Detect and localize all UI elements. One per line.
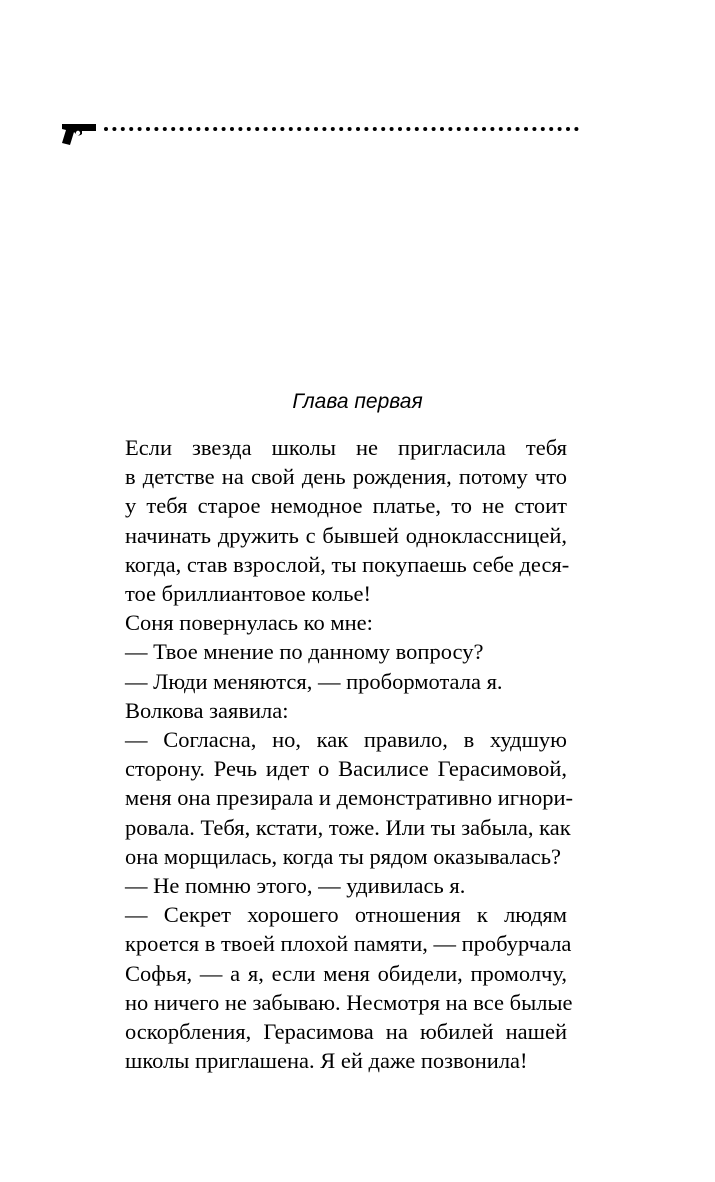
text-line: — Согласна, но, как правило, в худшую (125, 727, 567, 753)
chapter-ornament (60, 118, 580, 148)
body-text (89, 433, 574, 1075)
text-line: она морщилась, когда ты рядом оказывалась? (125, 843, 562, 869)
paragraph (89, 608, 567, 637)
paragraph (89, 696, 567, 725)
text-line: сторону. Речь идет о Василисе Герасимовой, (125, 756, 567, 782)
text-line: кроется в твоей плохой памяти, — пробурчала (125, 931, 572, 957)
text-line: тое бриллиантовое колье! (125, 581, 372, 607)
text-line: школы приглашена. Я ей даже позвонила! (125, 1048, 528, 1074)
paragraph (89, 871, 567, 900)
text-line: — Люди меняются, — пробормотала я. (125, 668, 503, 694)
text-line: меня она презирала и демонстративно игнори- (125, 785, 574, 811)
text-line: Соня повернулась ко мне: (125, 610, 373, 636)
dotted-rule (104, 126, 582, 132)
paragraph (89, 433, 570, 608)
paragraph (89, 667, 567, 696)
text-line: Волкова заявила: (125, 697, 289, 723)
text-line: в детстве на свой день рождения, потому что (125, 464, 567, 490)
text-line: — Секрет хорошего отношения к людям (125, 902, 567, 928)
text-line: ровала. Тебя, кстати, тоже. Или ты забыла, как (125, 814, 571, 840)
paragraph (89, 900, 573, 1075)
chapter-title: Глава первая (292, 390, 423, 413)
text-line: когда, став взрослой, ты покупаешь себе деся- (125, 551, 570, 577)
paragraph (89, 637, 567, 666)
text-line: у тебя старое немодное платье, то не стоит (125, 493, 567, 519)
text-line: Если звезда школы не пригласила тебя (125, 435, 567, 460)
text-line: оскорбления, Герасимова на юбилей нашей (125, 1019, 567, 1045)
text-line: — Не помню этого, — удивилась я. (125, 873, 466, 899)
revolver-icon (60, 118, 98, 148)
paragraph (89, 725, 574, 871)
text-line: но ничего не забываю. Несмотря на все былые (125, 989, 573, 1015)
text-line: начинать дружить с бывшей одноклассницей, (125, 522, 567, 548)
text-line: — Твое мнение по данному вопросу? (125, 639, 484, 665)
text-line: Софья, — а я, если меня обидели, промолчу, (125, 960, 567, 986)
